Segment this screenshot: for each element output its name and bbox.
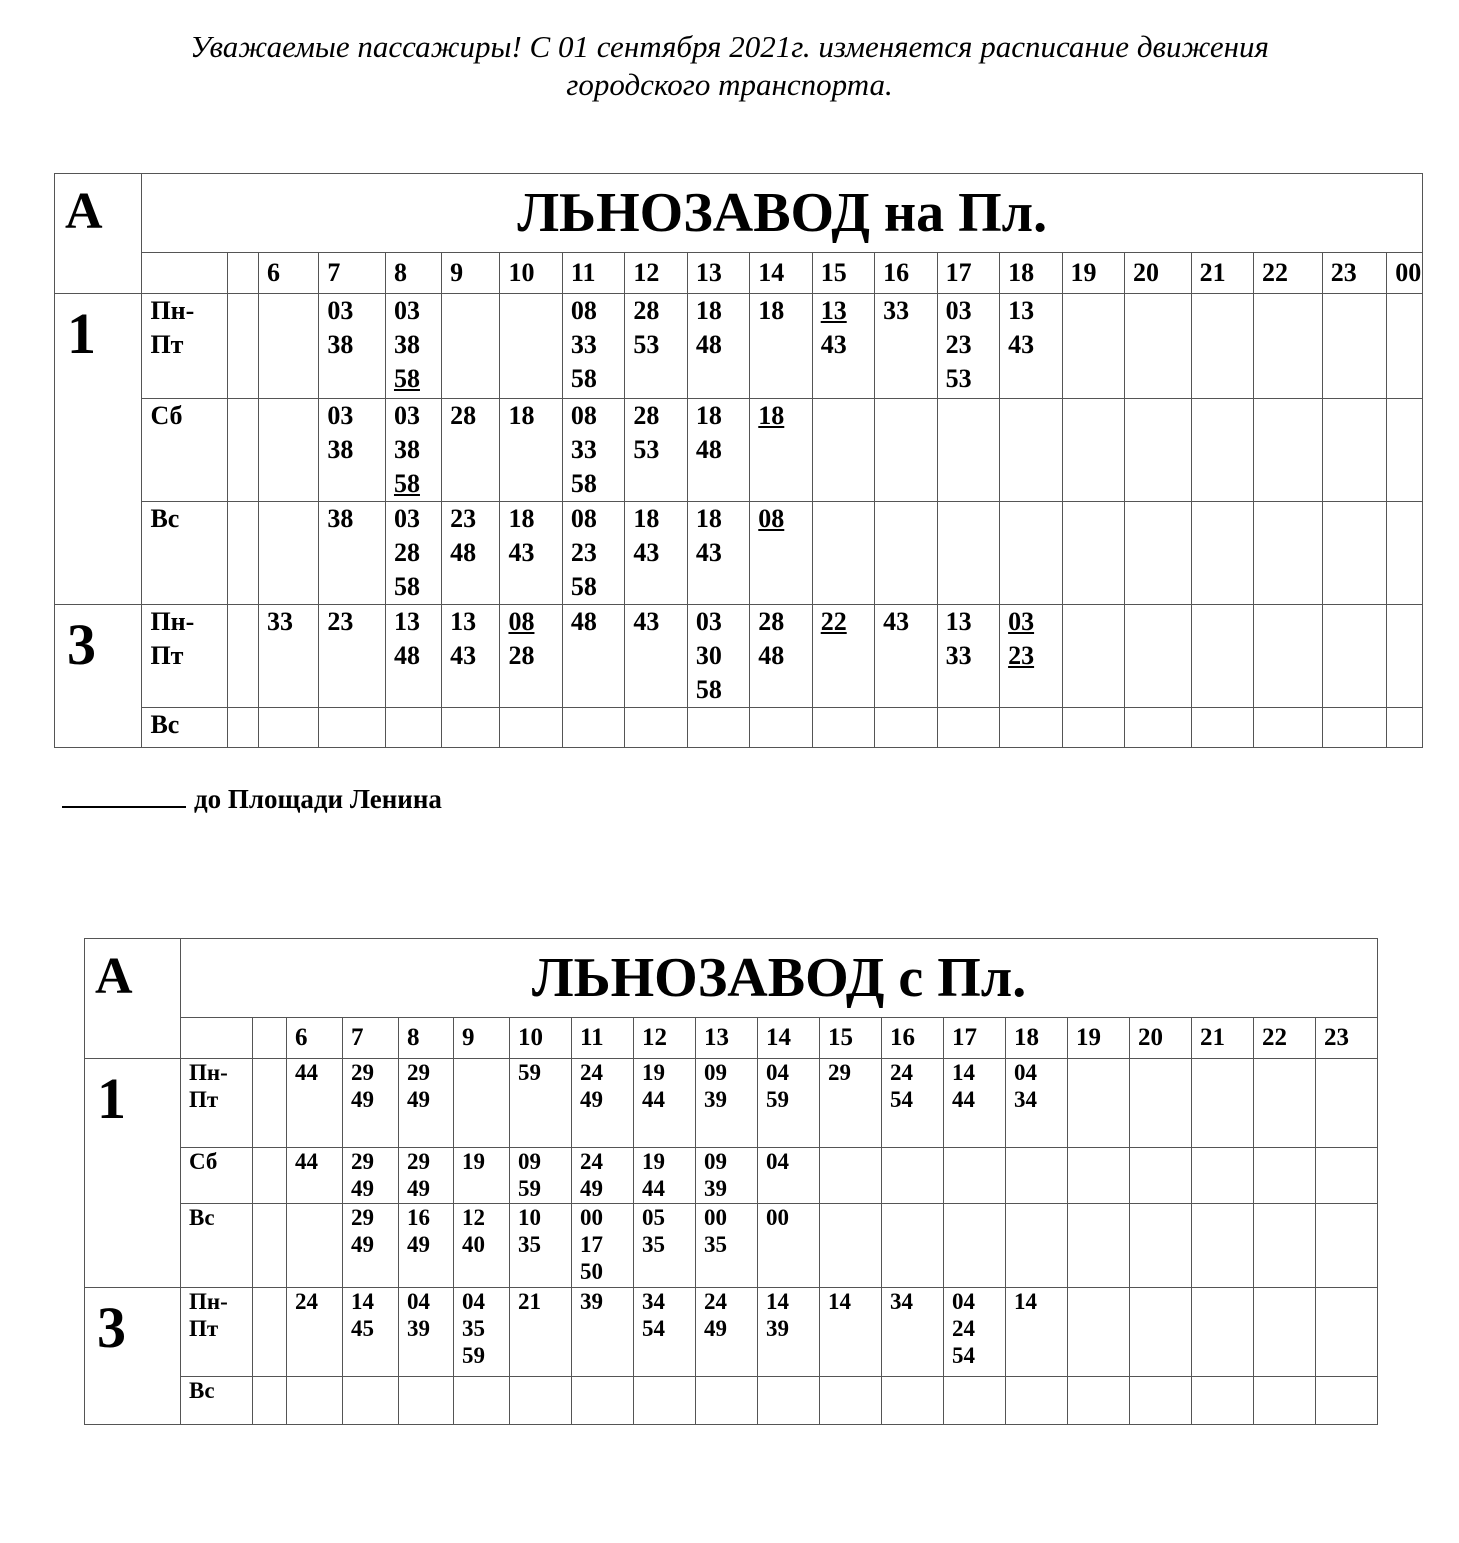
departure-cell [1191, 294, 1253, 399]
departure-cell: 24 49 [572, 1059, 634, 1148]
departure-cell [1316, 1288, 1378, 1377]
departure-cell [1000, 502, 1062, 605]
hour-header: 21 [1192, 1018, 1254, 1059]
departure-cell: 33 [875, 294, 937, 399]
departure-cell [1387, 502, 1423, 605]
day-label: Пн- Пт [181, 1059, 253, 1148]
departure-cell [758, 1377, 820, 1425]
departure-cell [287, 1204, 343, 1288]
route-number: 3 [55, 605, 142, 748]
notice-line-1: Уважаемые пассажиры! С 01 сентября 2021г. изменяется расписание движения [190, 29, 1269, 64]
hour-header: 7 [319, 253, 386, 294]
day-label: Сб [142, 399, 227, 502]
departure-cell: 09 59 [510, 1148, 572, 1204]
departure-cell: 29 49 [343, 1059, 399, 1148]
table-title: ЛЬНОЗАВОД на Пл. [142, 174, 1423, 253]
departure-cell: 24 49 [696, 1288, 758, 1377]
departure-cell [820, 1204, 882, 1288]
departure-cell: 13 43 [442, 605, 500, 708]
notice [0, 28, 1459, 104]
hour-header: 23 [1316, 1018, 1378, 1059]
departure-cell [572, 1377, 634, 1425]
departure-cell [1130, 1377, 1192, 1425]
departure-cell [500, 605, 562, 708]
hour-header: 22 [1254, 253, 1323, 294]
departure-cell [287, 1377, 343, 1425]
departure-cell: 13 48 [385, 605, 441, 708]
notice-line-2: городского транспорта. [566, 67, 893, 102]
hour-header: 18 [1000, 253, 1062, 294]
departure-cell: 04 35 59 [454, 1288, 510, 1377]
destination-note-text: до Площади Ленина [194, 784, 442, 814]
day-label: Сб [181, 1148, 253, 1204]
hour-header: 12 [634, 1018, 696, 1059]
departure-cell: 04 [758, 1148, 820, 1204]
departure-cell [882, 1148, 944, 1204]
departure-cell [1192, 1148, 1254, 1204]
hour-header: 14 [750, 253, 812, 294]
departure-cell: 29 [820, 1059, 882, 1148]
departure-cell [454, 1377, 510, 1425]
departure-minute: 08 [508, 607, 535, 636]
hour-header: 12 [625, 253, 687, 294]
departure-cell: 04 24 54 [944, 1288, 1006, 1377]
departure-cell [1000, 605, 1062, 708]
departure-cell [385, 708, 441, 748]
departure-cell: 03 38 [319, 294, 386, 399]
departure-cell: 19 [454, 1148, 510, 1204]
day-header [181, 1018, 253, 1059]
hour-header: 13 [696, 1018, 758, 1059]
departure-cell [500, 294, 562, 399]
departure-cell [1192, 1377, 1254, 1425]
hour-header: 19 [1062, 253, 1124, 294]
table-row [55, 399, 1423, 502]
hour-header: 14 [758, 1018, 820, 1059]
departure-cell: 18 [750, 294, 812, 399]
departure-cell [937, 399, 999, 502]
departure-cell [812, 605, 874, 708]
departure-cell [882, 1204, 944, 1288]
departure-cell: 19 44 [634, 1059, 696, 1148]
departure-cell: 03 30 58 [687, 605, 749, 708]
departure-cell: 14 [1006, 1288, 1068, 1377]
departure-cell: 14 [820, 1288, 882, 1377]
day-label: Пн- Пт [142, 294, 227, 399]
departure-cell: 00 [758, 1204, 820, 1288]
departure-cell [1322, 605, 1387, 708]
departure-cell: 29 49 [399, 1148, 454, 1204]
departure-cell: 28 53 [625, 399, 687, 502]
route-number: 3 [85, 1288, 181, 1425]
departure-cell [1062, 708, 1124, 748]
destination-note [62, 780, 442, 815]
departure-cell: 05 35 [634, 1204, 696, 1288]
departure-cell [1322, 294, 1387, 399]
hour-header: 19 [1068, 1018, 1130, 1059]
departure-cell [937, 708, 999, 748]
hour-header: 17 [944, 1018, 1006, 1059]
departure-cell [1316, 1148, 1378, 1204]
departure-minute: 38 [393, 330, 420, 359]
departure-cell [1316, 1204, 1378, 1288]
departure-cell [1387, 708, 1423, 748]
departure-cell [259, 502, 319, 605]
departure-cell: 18 48 [687, 399, 749, 502]
hour-header: 10 [500, 253, 562, 294]
hour-header: 22 [1254, 1018, 1316, 1059]
departure-cell: 38 [319, 502, 386, 605]
departure-cell: 48 [562, 605, 624, 708]
table-row [85, 1288, 1378, 1377]
hour-header: 8 [399, 1018, 454, 1059]
table-row [55, 294, 1423, 399]
departure-cell [1254, 502, 1323, 605]
schedule-table-from-square [84, 938, 1378, 1425]
departure-cell [1316, 1377, 1378, 1425]
departure-cell [1254, 605, 1323, 708]
departure-cell [1254, 399, 1323, 502]
departure-cell [696, 1377, 758, 1425]
departure-cell [1130, 1148, 1192, 1204]
departure-cell [1191, 708, 1253, 748]
departure-cell: 24 54 [882, 1059, 944, 1148]
departure-cell: 21 [510, 1288, 572, 1377]
departure-cell: 44 [287, 1059, 343, 1148]
departure-cell [1254, 1059, 1316, 1148]
hour-header: 13 [687, 253, 749, 294]
departure-cell: 13 43 [1000, 294, 1062, 399]
departure-cell [399, 1377, 454, 1425]
departure-cell [1254, 1204, 1316, 1288]
departure-minute: 03 [393, 296, 420, 325]
day-label: Пн- Пт [181, 1288, 253, 1377]
day-label: Пн- Пт [142, 605, 227, 708]
departure-cell: 03 23 53 [937, 294, 999, 399]
departure-cell [750, 399, 812, 502]
departure-cell [812, 399, 874, 502]
departure-minute: 28 [508, 641, 535, 670]
corner-label: А [85, 939, 181, 1059]
departure-cell [944, 1204, 1006, 1288]
departure-cell: 29 49 [399, 1059, 454, 1148]
departure-minute: 03 [1008, 607, 1035, 636]
gap-cell [253, 1148, 287, 1204]
route-number: 1 [55, 294, 142, 605]
table-row [55, 605, 1423, 708]
departure-cell [343, 1377, 399, 1425]
departure-minute: 58 [393, 469, 420, 498]
departure-cell: 03 38 [319, 399, 386, 502]
hour-header: 6 [287, 1018, 343, 1059]
departure-cell: 08 33 58 [562, 294, 624, 399]
departure-cell: 23 [319, 605, 386, 708]
departure-cell [937, 502, 999, 605]
hour-header: 11 [572, 1018, 634, 1059]
departure-minute: 38 [393, 435, 420, 464]
departure-cell [1254, 708, 1323, 748]
departure-cell [634, 1377, 696, 1425]
hour-header: 6 [259, 253, 319, 294]
departure-cell [1191, 502, 1253, 605]
departure-cell [1062, 294, 1124, 399]
departure-minute: 08 [758, 504, 785, 533]
day-label: Вс [181, 1204, 253, 1288]
hour-header: 21 [1191, 253, 1253, 294]
hour-header: 18 [1006, 1018, 1068, 1059]
hour-header: 10 [510, 1018, 572, 1059]
departure-cell: 28 53 [625, 294, 687, 399]
departure-cell [625, 708, 687, 748]
departure-cell: 29 49 [343, 1204, 399, 1288]
table-row [55, 708, 1423, 748]
departure-cell [944, 1377, 1006, 1425]
departure-minute: 13 [820, 296, 847, 325]
table-row [85, 1148, 1378, 1204]
departure-cell: 39 [572, 1288, 634, 1377]
departure-cell [1124, 502, 1191, 605]
departure-cell [510, 1377, 572, 1425]
departure-minute: 23 [1008, 641, 1035, 670]
departure-cell: 09 39 [696, 1148, 758, 1204]
day-label: Вс [142, 708, 227, 748]
departure-cell [1124, 294, 1191, 399]
departure-cell [1124, 399, 1191, 502]
departure-cell [687, 708, 749, 748]
departure-cell: 04 39 [399, 1288, 454, 1377]
departure-cell: 08 23 58 [562, 502, 624, 605]
departure-cell [259, 294, 319, 399]
departure-minute: 22 [820, 607, 847, 636]
departure-cell [1000, 708, 1062, 748]
hour-header: 9 [454, 1018, 510, 1059]
departure-cell [1254, 1377, 1316, 1425]
departure-cell [562, 708, 624, 748]
departure-cell: 33 [259, 605, 319, 708]
table-row [85, 1059, 1378, 1148]
departure-cell: 04 59 [758, 1059, 820, 1148]
departure-cell: 18 [500, 399, 562, 502]
departure-cell [875, 502, 937, 605]
departure-cell [1387, 605, 1423, 708]
departure-minute: 18 [758, 401, 785, 430]
day-label: Вс [181, 1377, 253, 1425]
hour-header: 7 [343, 1018, 399, 1059]
departure-cell [875, 399, 937, 502]
departure-cell: 00 35 [696, 1204, 758, 1288]
hour-header: 00 [1387, 253, 1423, 294]
hour-header: 23 [1322, 253, 1387, 294]
gap-cell [253, 1377, 287, 1425]
departure-minute: 58 [393, 364, 420, 393]
departure-cell: 14 39 [758, 1288, 820, 1377]
hour-header: 20 [1130, 1018, 1192, 1059]
departure-cell [442, 294, 500, 399]
departure-cell [820, 1377, 882, 1425]
departure-cell [944, 1148, 1006, 1204]
departure-cell [1006, 1377, 1068, 1425]
departure-cell: 18 43 [687, 502, 749, 605]
hour-header: 15 [820, 1018, 882, 1059]
departure-minute: 43 [820, 330, 847, 359]
departure-cell: 28 [442, 399, 500, 502]
departure-cell: 16 49 [399, 1204, 454, 1288]
table-row [55, 502, 1423, 605]
gap-cell [253, 1204, 287, 1288]
departure-cell: 18 43 [500, 502, 562, 605]
departure-cell [812, 294, 874, 399]
departure-cell: 34 54 [634, 1288, 696, 1377]
departure-cell [1322, 399, 1387, 502]
departure-cell: 19 44 [634, 1148, 696, 1204]
gap-cell [253, 1059, 287, 1148]
table-title: ЛЬНОЗАВОД с Пл. [181, 939, 1378, 1018]
departure-cell [1387, 399, 1423, 502]
departure-cell: 23 48 [442, 502, 500, 605]
hour-header: 16 [875, 253, 937, 294]
departure-cell [750, 502, 812, 605]
departure-cell [820, 1148, 882, 1204]
gap-cell [227, 708, 258, 748]
departure-cell: 04 34 [1006, 1059, 1068, 1148]
departure-cell [1322, 502, 1387, 605]
departure-cell [1068, 1288, 1130, 1377]
departure-cell [1322, 708, 1387, 748]
route-number: 1 [85, 1059, 181, 1288]
hour-header: 15 [812, 253, 874, 294]
hour-header: 20 [1124, 253, 1191, 294]
departure-cell: 43 [625, 605, 687, 708]
departure-cell: 44 [287, 1148, 343, 1204]
hour-header: 8 [385, 253, 441, 294]
departure-cell [1068, 1148, 1130, 1204]
departure-cell: 29 49 [343, 1148, 399, 1204]
departure-cell [259, 708, 319, 748]
gap-header [227, 253, 258, 294]
departure-cell [1006, 1148, 1068, 1204]
departure-cell [875, 708, 937, 748]
departure-cell: 59 [510, 1059, 572, 1148]
departure-cell [1006, 1204, 1068, 1288]
departure-cell [454, 1059, 510, 1148]
departure-cell [1254, 1148, 1316, 1204]
departure-cell [1062, 502, 1124, 605]
departure-cell [1191, 399, 1253, 502]
departure-cell [1254, 294, 1323, 399]
blank-line [62, 780, 186, 808]
departure-cell [1192, 1204, 1254, 1288]
gap-cell [227, 605, 258, 708]
departure-cell [812, 708, 874, 748]
departure-cell [750, 708, 812, 748]
departure-cell: 18 43 [625, 502, 687, 605]
departure-cell: 10 35 [510, 1204, 572, 1288]
departure-cell [1068, 1059, 1130, 1148]
hour-header: 11 [562, 253, 624, 294]
departure-cell [442, 708, 500, 748]
departure-cell: 14 44 [944, 1059, 1006, 1148]
departure-cell [1068, 1377, 1130, 1425]
gap-header [253, 1018, 287, 1059]
departure-cell [1254, 1288, 1316, 1377]
hour-header: 9 [442, 253, 500, 294]
departure-cell: 28 48 [750, 605, 812, 708]
departure-cell [812, 502, 874, 605]
departure-cell [1387, 294, 1423, 399]
departure-cell [1130, 1059, 1192, 1148]
gap-cell [227, 502, 258, 605]
departure-cell [882, 1377, 944, 1425]
gap-cell [227, 399, 258, 502]
departure-cell: 03 28 58 [385, 502, 441, 605]
departure-cell: 14 45 [343, 1288, 399, 1377]
departure-cell [1124, 708, 1191, 748]
departure-cell: 24 49 [572, 1148, 634, 1204]
departure-cell [500, 708, 562, 748]
table-row [85, 1204, 1378, 1288]
departure-cell: 13 33 [937, 605, 999, 708]
departure-cell [1130, 1204, 1192, 1288]
departure-minute: 03 [393, 401, 420, 430]
departure-cell [1000, 399, 1062, 502]
departure-cell [385, 399, 441, 502]
departure-cell [1068, 1204, 1130, 1288]
hour-header: 17 [937, 253, 999, 294]
departure-cell: 09 39 [696, 1059, 758, 1148]
departure-cell [385, 294, 441, 399]
departure-cell: 18 48 [687, 294, 749, 399]
corner-label: А [55, 174, 142, 294]
departure-cell [1192, 1288, 1254, 1377]
departure-cell [319, 708, 386, 748]
departure-cell [1062, 605, 1124, 708]
departure-cell: 24 [287, 1288, 343, 1377]
departure-cell [1124, 605, 1191, 708]
departure-cell [1316, 1059, 1378, 1148]
departure-cell: 12 40 [454, 1204, 510, 1288]
departure-cell: 34 [882, 1288, 944, 1377]
day-label: Вс [142, 502, 227, 605]
hour-header: 16 [882, 1018, 944, 1059]
departure-cell [1130, 1288, 1192, 1377]
table-row [85, 1377, 1378, 1425]
departure-cell: 00 17 50 [572, 1204, 634, 1288]
day-header [142, 253, 227, 294]
departure-cell [1191, 605, 1253, 708]
schedule-table-to-square [54, 173, 1423, 748]
departure-cell [1062, 399, 1124, 502]
departure-cell [259, 399, 319, 502]
departure-cell: 08 33 58 [562, 399, 624, 502]
departure-cell: 43 [875, 605, 937, 708]
gap-cell [253, 1288, 287, 1377]
gap-cell [227, 294, 258, 399]
departure-cell [1192, 1059, 1254, 1148]
